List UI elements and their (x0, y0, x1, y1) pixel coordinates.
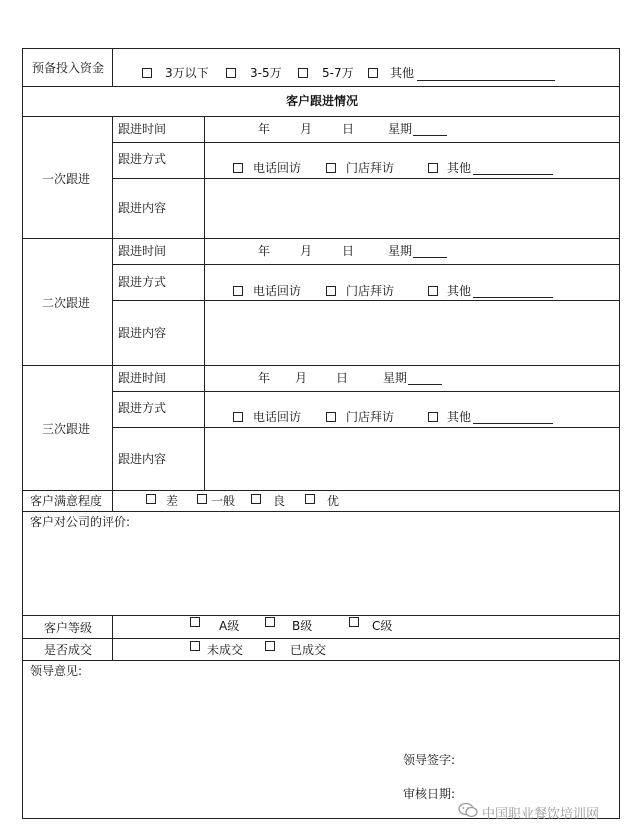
followup-2-month: 月 (300, 244, 313, 258)
investment-option-4-checkbox[interactable] (368, 68, 378, 78)
followup-3-content-label: 跟进内容 (118, 452, 167, 466)
investment-option-1-checkbox[interactable] (142, 68, 152, 78)
followup-2-content-area[interactable] (205, 301, 619, 365)
followup-2-year: 年 (258, 244, 271, 258)
followup-2-phone-checkbox[interactable] (233, 286, 243, 296)
leader-opinion-area[interactable] (23, 680, 619, 740)
leader-signature-label: 领导签字: (403, 753, 456, 767)
followup-3-other-label: 其他 (447, 410, 472, 424)
investment-option-1-label: 3万以下 (165, 66, 209, 80)
followup-3-month: 月 (295, 371, 308, 385)
deal-not-closed-label: 未成交 (207, 643, 244, 657)
followup-1-time-label: 跟进时间 (118, 122, 167, 136)
followup-2-week: 星期 (388, 244, 413, 258)
grade-c-label: C级 (372, 619, 393, 633)
followup-1-other-label: 其他 (447, 161, 472, 175)
followup-2-method-label: 跟进方式 (118, 275, 167, 289)
followup-3-visit-checkbox[interactable] (326, 412, 336, 422)
followup-2-content-label: 跟进内容 (118, 326, 167, 340)
followup-2-week-blank[interactable] (413, 257, 447, 258)
followup-1-visit-checkbox[interactable] (326, 163, 336, 173)
deal-closed-label: 已成交 (290, 643, 327, 657)
satisfaction-fair-checkbox[interactable] (197, 494, 207, 504)
watermark: 中国职业餐饮培训网 (482, 807, 600, 822)
followup-3-other-blank[interactable] (473, 423, 553, 424)
investment-other-blank[interactable] (417, 80, 555, 81)
satisfaction-good-checkbox[interactable] (251, 494, 261, 504)
followup-3-visit-label: 门店拜访 (346, 410, 395, 424)
followup-3-week-blank[interactable] (408, 384, 442, 385)
followup-3-week: 星期 (383, 371, 408, 385)
followup-3-method-label: 跟进方式 (118, 401, 167, 415)
grade-a-checkbox[interactable] (190, 617, 200, 627)
followup-1-week-blank[interactable] (413, 135, 447, 136)
followup-2-other-blank[interactable] (473, 297, 553, 298)
investment-label: 预备投入资金 (32, 61, 105, 75)
followup-2-time-label: 跟进时间 (118, 244, 167, 258)
followup-3-phone-label: 电话回访 (253, 410, 302, 424)
followup-1-week: 星期 (388, 122, 413, 136)
satisfaction-label: 客户满意程度 (30, 494, 103, 508)
followup-2-visit-label: 门店拜访 (346, 284, 395, 298)
followup-3-time-label: 跟进时间 (118, 371, 167, 385)
deal-label: 是否成交 (44, 643, 93, 657)
followup-3-year: 年 (258, 371, 271, 385)
followup-2-visit-checkbox[interactable] (326, 286, 336, 296)
satisfaction-excellent-label: 优 (327, 494, 340, 508)
followup-1-month: 月 (300, 122, 313, 136)
deal-not-closed-checkbox[interactable] (190, 641, 200, 651)
grade-c-checkbox[interactable] (349, 617, 359, 627)
followup-3-phone-checkbox[interactable] (233, 412, 243, 422)
investment-option-2-label: 3-5万 (250, 66, 282, 80)
deal-closed-checkbox[interactable] (265, 641, 275, 651)
evaluation-area[interactable] (23, 531, 619, 615)
leader-opinion-label: 领导意见: (30, 664, 83, 678)
satisfaction-poor-checkbox[interactable] (146, 494, 156, 504)
followup-3-label: 三次跟进 (42, 422, 91, 436)
wechat-icon (458, 802, 478, 818)
followup-1-other-blank[interactable] (473, 174, 553, 175)
followup-1-phone-label: 电话回访 (253, 161, 302, 175)
grade-label: 客户等级 (44, 621, 93, 635)
investment-option-4-label: 其他 (390, 66, 415, 80)
followup-1-method-label: 跟进方式 (118, 152, 167, 166)
satisfaction-excellent-checkbox[interactable] (305, 494, 315, 504)
grade-a-label: A级 (219, 619, 240, 633)
followup-1-phone-checkbox[interactable] (233, 163, 243, 173)
followup-1-content-label: 跟进内容 (118, 201, 167, 215)
followup-1-label: 一次跟进 (42, 172, 91, 186)
satisfaction-fair-label: 一般 (211, 494, 236, 508)
satisfaction-good-label: 良 (273, 494, 286, 508)
followup-1-visit-label: 门店拜访 (346, 161, 395, 175)
followup-2-other-checkbox[interactable] (428, 286, 438, 296)
grade-b-label: B级 (292, 619, 313, 633)
followup-3-other-checkbox[interactable] (428, 412, 438, 422)
investment-option-2-checkbox[interactable] (226, 68, 236, 78)
followup-2-phone-label: 电话回访 (253, 284, 302, 298)
followup-1-content-area[interactable] (205, 179, 619, 238)
satisfaction-poor-label: 差 (166, 494, 179, 508)
investment-option-3-label: 5-7万 (322, 66, 354, 80)
evaluation-label: 客户对公司的评价: (30, 515, 131, 529)
investment-option-3-checkbox[interactable] (298, 68, 308, 78)
followup-1-year: 年 (258, 122, 271, 136)
followup-2-other-label: 其他 (447, 284, 472, 298)
followup-2-day: 日 (342, 244, 355, 258)
followup-1-day: 日 (342, 122, 355, 136)
grade-b-checkbox[interactable] (265, 617, 275, 627)
review-date-label: 审核日期: (403, 787, 456, 801)
followup-1-other-checkbox[interactable] (428, 163, 438, 173)
followup-3-content-area[interactable] (205, 428, 619, 490)
section-title: 客户跟进情况 (286, 94, 359, 108)
followup-3-day: 日 (336, 371, 349, 385)
followup-2-label: 二次跟进 (42, 296, 91, 310)
